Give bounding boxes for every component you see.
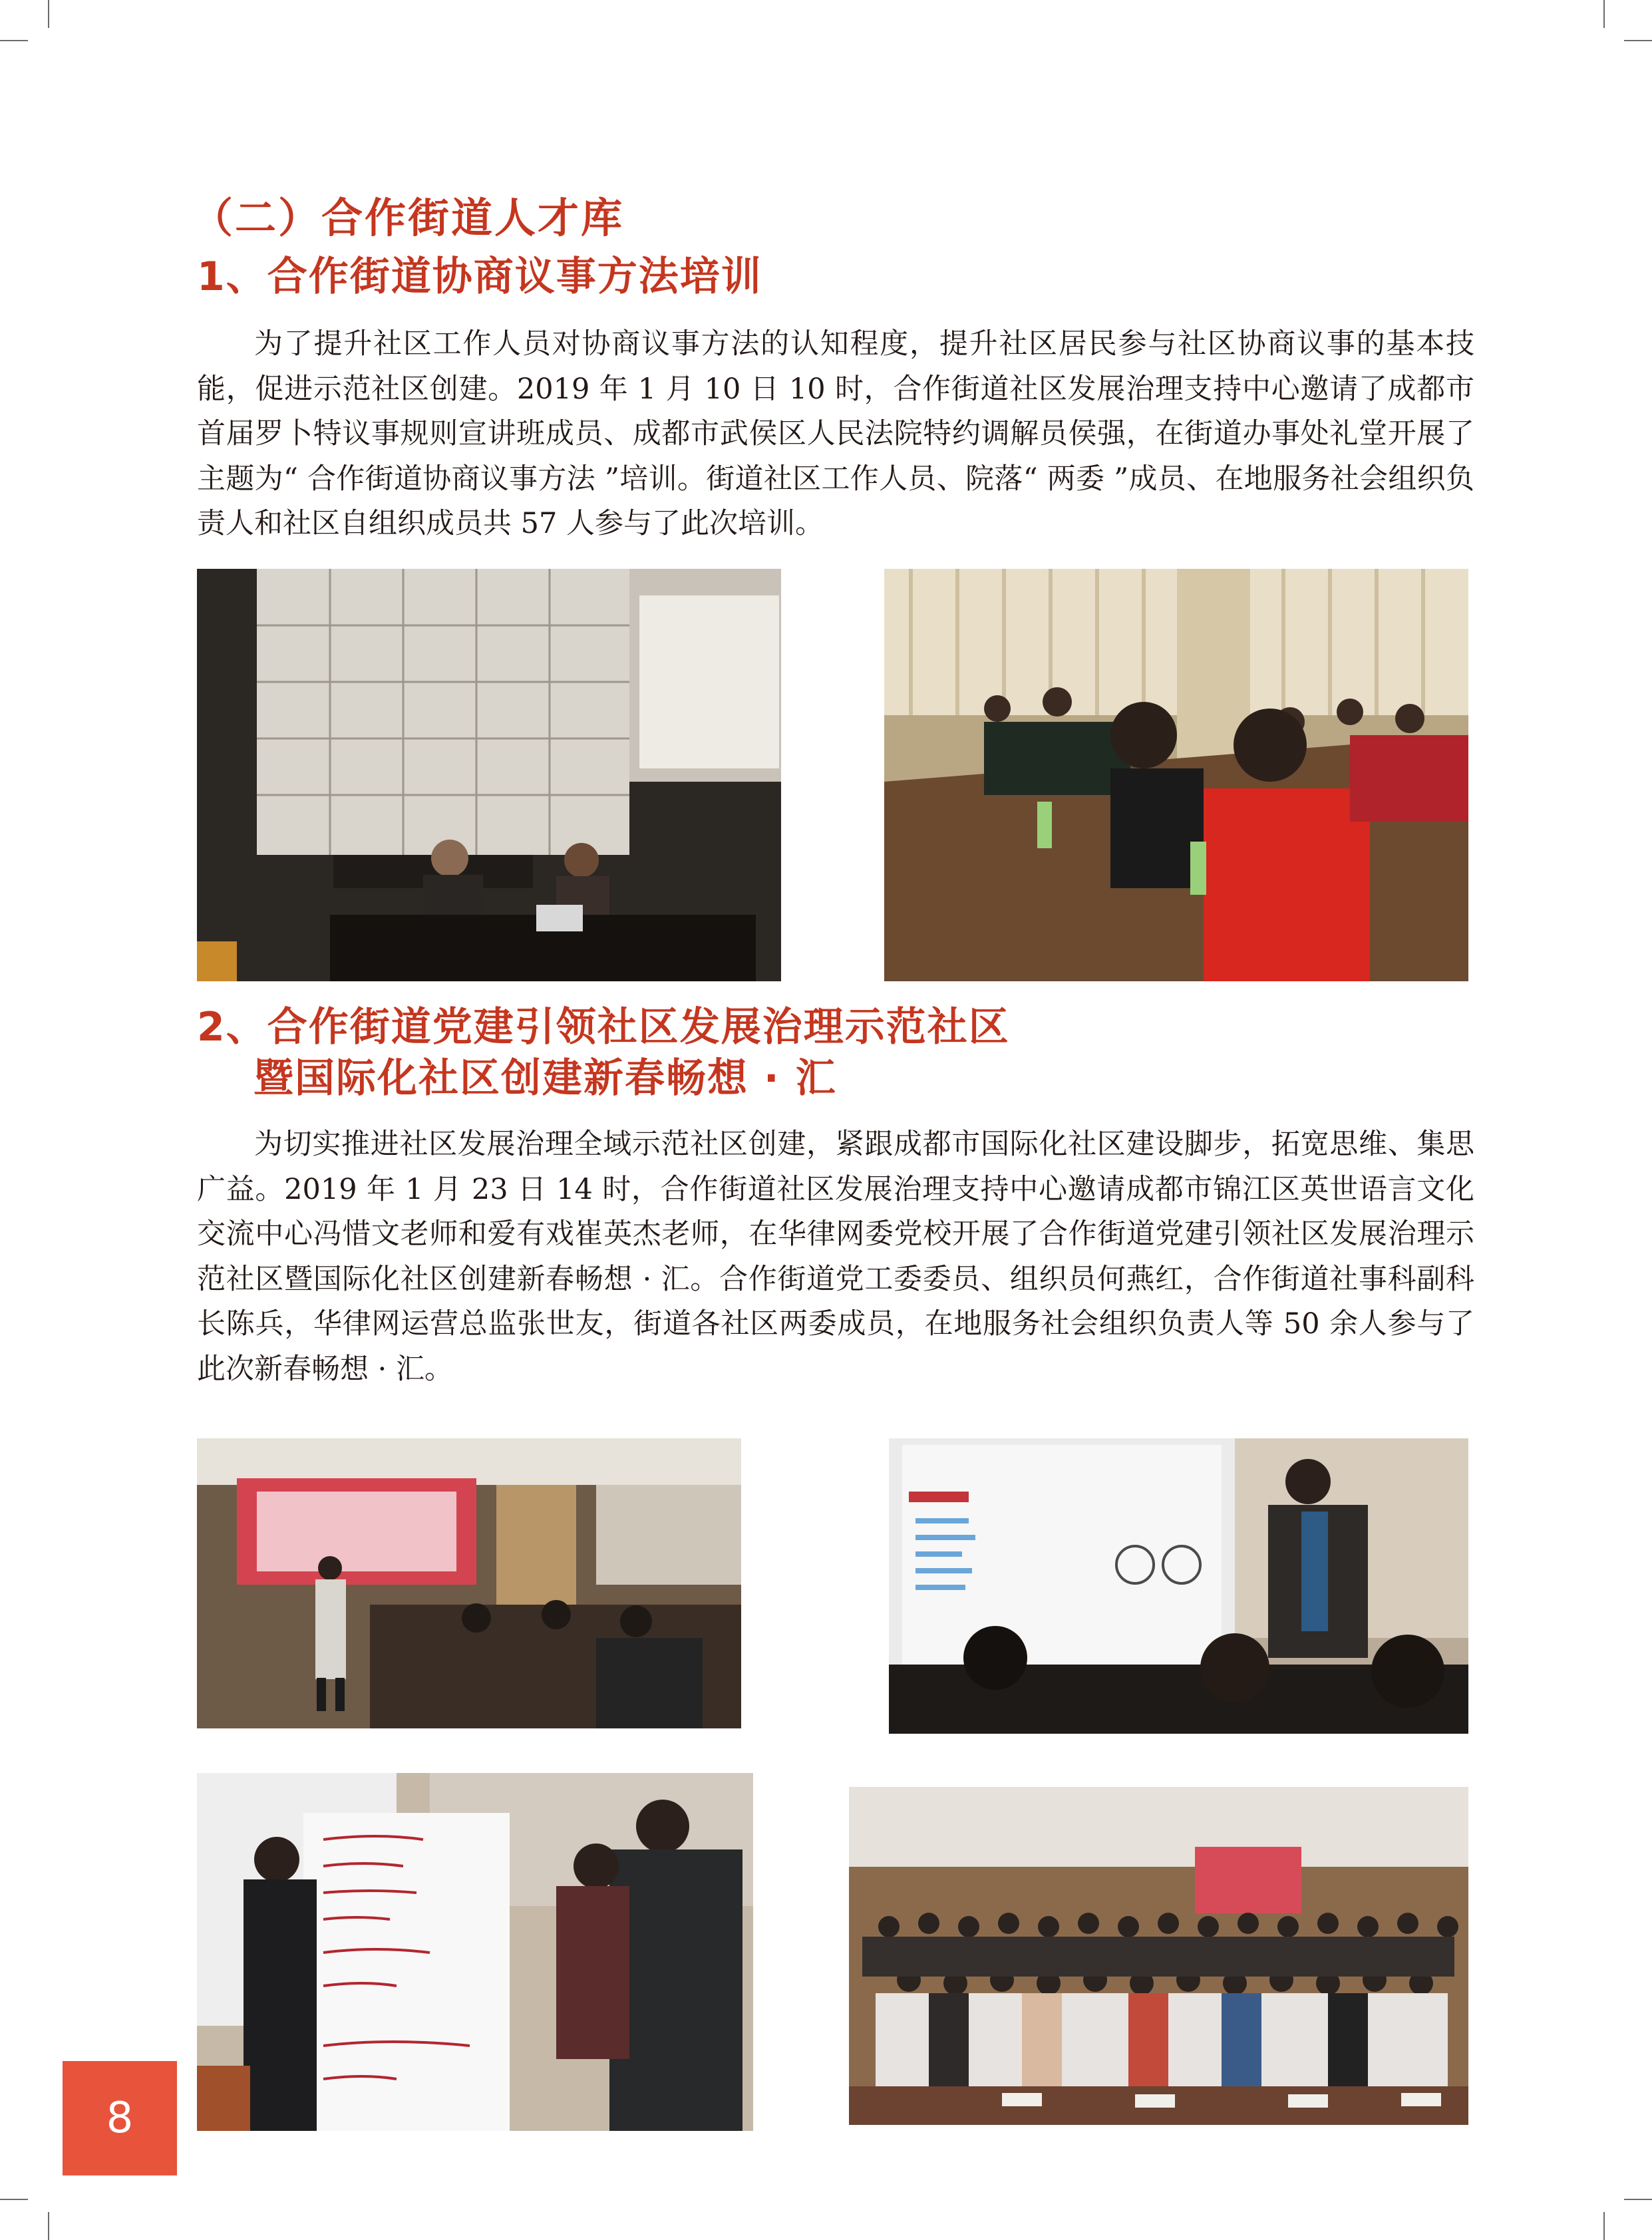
article-heading-line2: 暨国际化社区创建新春畅想 · 汇: [253, 1055, 837, 1102]
article-body: 为了提升社区工作人员对协商议事方法的认知程度，提升社区居民参与社区协商议事的基本技能，促进示范社区创建。2019 年 1 月 10 日 10 时，合作街道社区发展治理支持中心邀请了成都市首届罗卜特议事规则宣讲班成员、成都市武侯区人民法院特约调解员侯强，在街道办事处礼堂开展了主题为“ 合作街道协商议事方法 ”培训。街道社区工作人员、院落“ 两委 ”成员、在地服务社会组织负责人和社区自组织成员共 57 人参与了此次培训。: [197, 327, 1474, 540]
crop-mark: [0, 2199, 28, 2200]
crop-mark: [48, 0, 49, 28]
section-title: （二）合作街道人才库: [192, 194, 625, 242]
article-heading-line1: 2、合作街道党建引领社区发展治理示范社区: [197, 1004, 1010, 1050]
crop-mark: [48, 2212, 49, 2240]
event-whiteboard-photo: [889, 1438, 1468, 1734]
crop-mark: [1624, 40, 1652, 41]
article-body: 为切实推进社区发展治理全域示范社区创建，紧跟成都市国际化社区建设脚步，拓宽思维、集思广益。2019 年 1 月 23 日 14 时，合作街道社区发展治理支持中心邀请成都市锦江区英世语言文化交流中心冯惜文老师和爱有戏崔英杰老师，在华律网委党校开展了合作街道党建引领社区发展治理示范社区暨国际化社区创建新春畅想 · 汇。合作街道党工委委员、组织员何燕红，合作街道社事科副科长陈兵，华律网运营总监张世友，街道各社区两委成员，在地服务社会组织负责人等 50 余人参与了此次新春畅想 · 汇。: [197, 1128, 1474, 1386]
event-group-photo: [849, 1787, 1468, 2125]
crop-mark: [0, 40, 28, 41]
training-audience-photo: [884, 569, 1468, 981]
crop-mark: [1603, 0, 1605, 28]
crop-mark: [1624, 2199, 1652, 2200]
event-presentation-photo: [197, 1773, 753, 2131]
training-stage-photo: [197, 569, 781, 981]
crop-mark: [1603, 2212, 1605, 2240]
page-number: 8: [63, 2061, 177, 2175]
event-speaker-photo: [197, 1438, 741, 1728]
article-heading: 1、合作街道协商议事方法培训: [197, 253, 762, 300]
